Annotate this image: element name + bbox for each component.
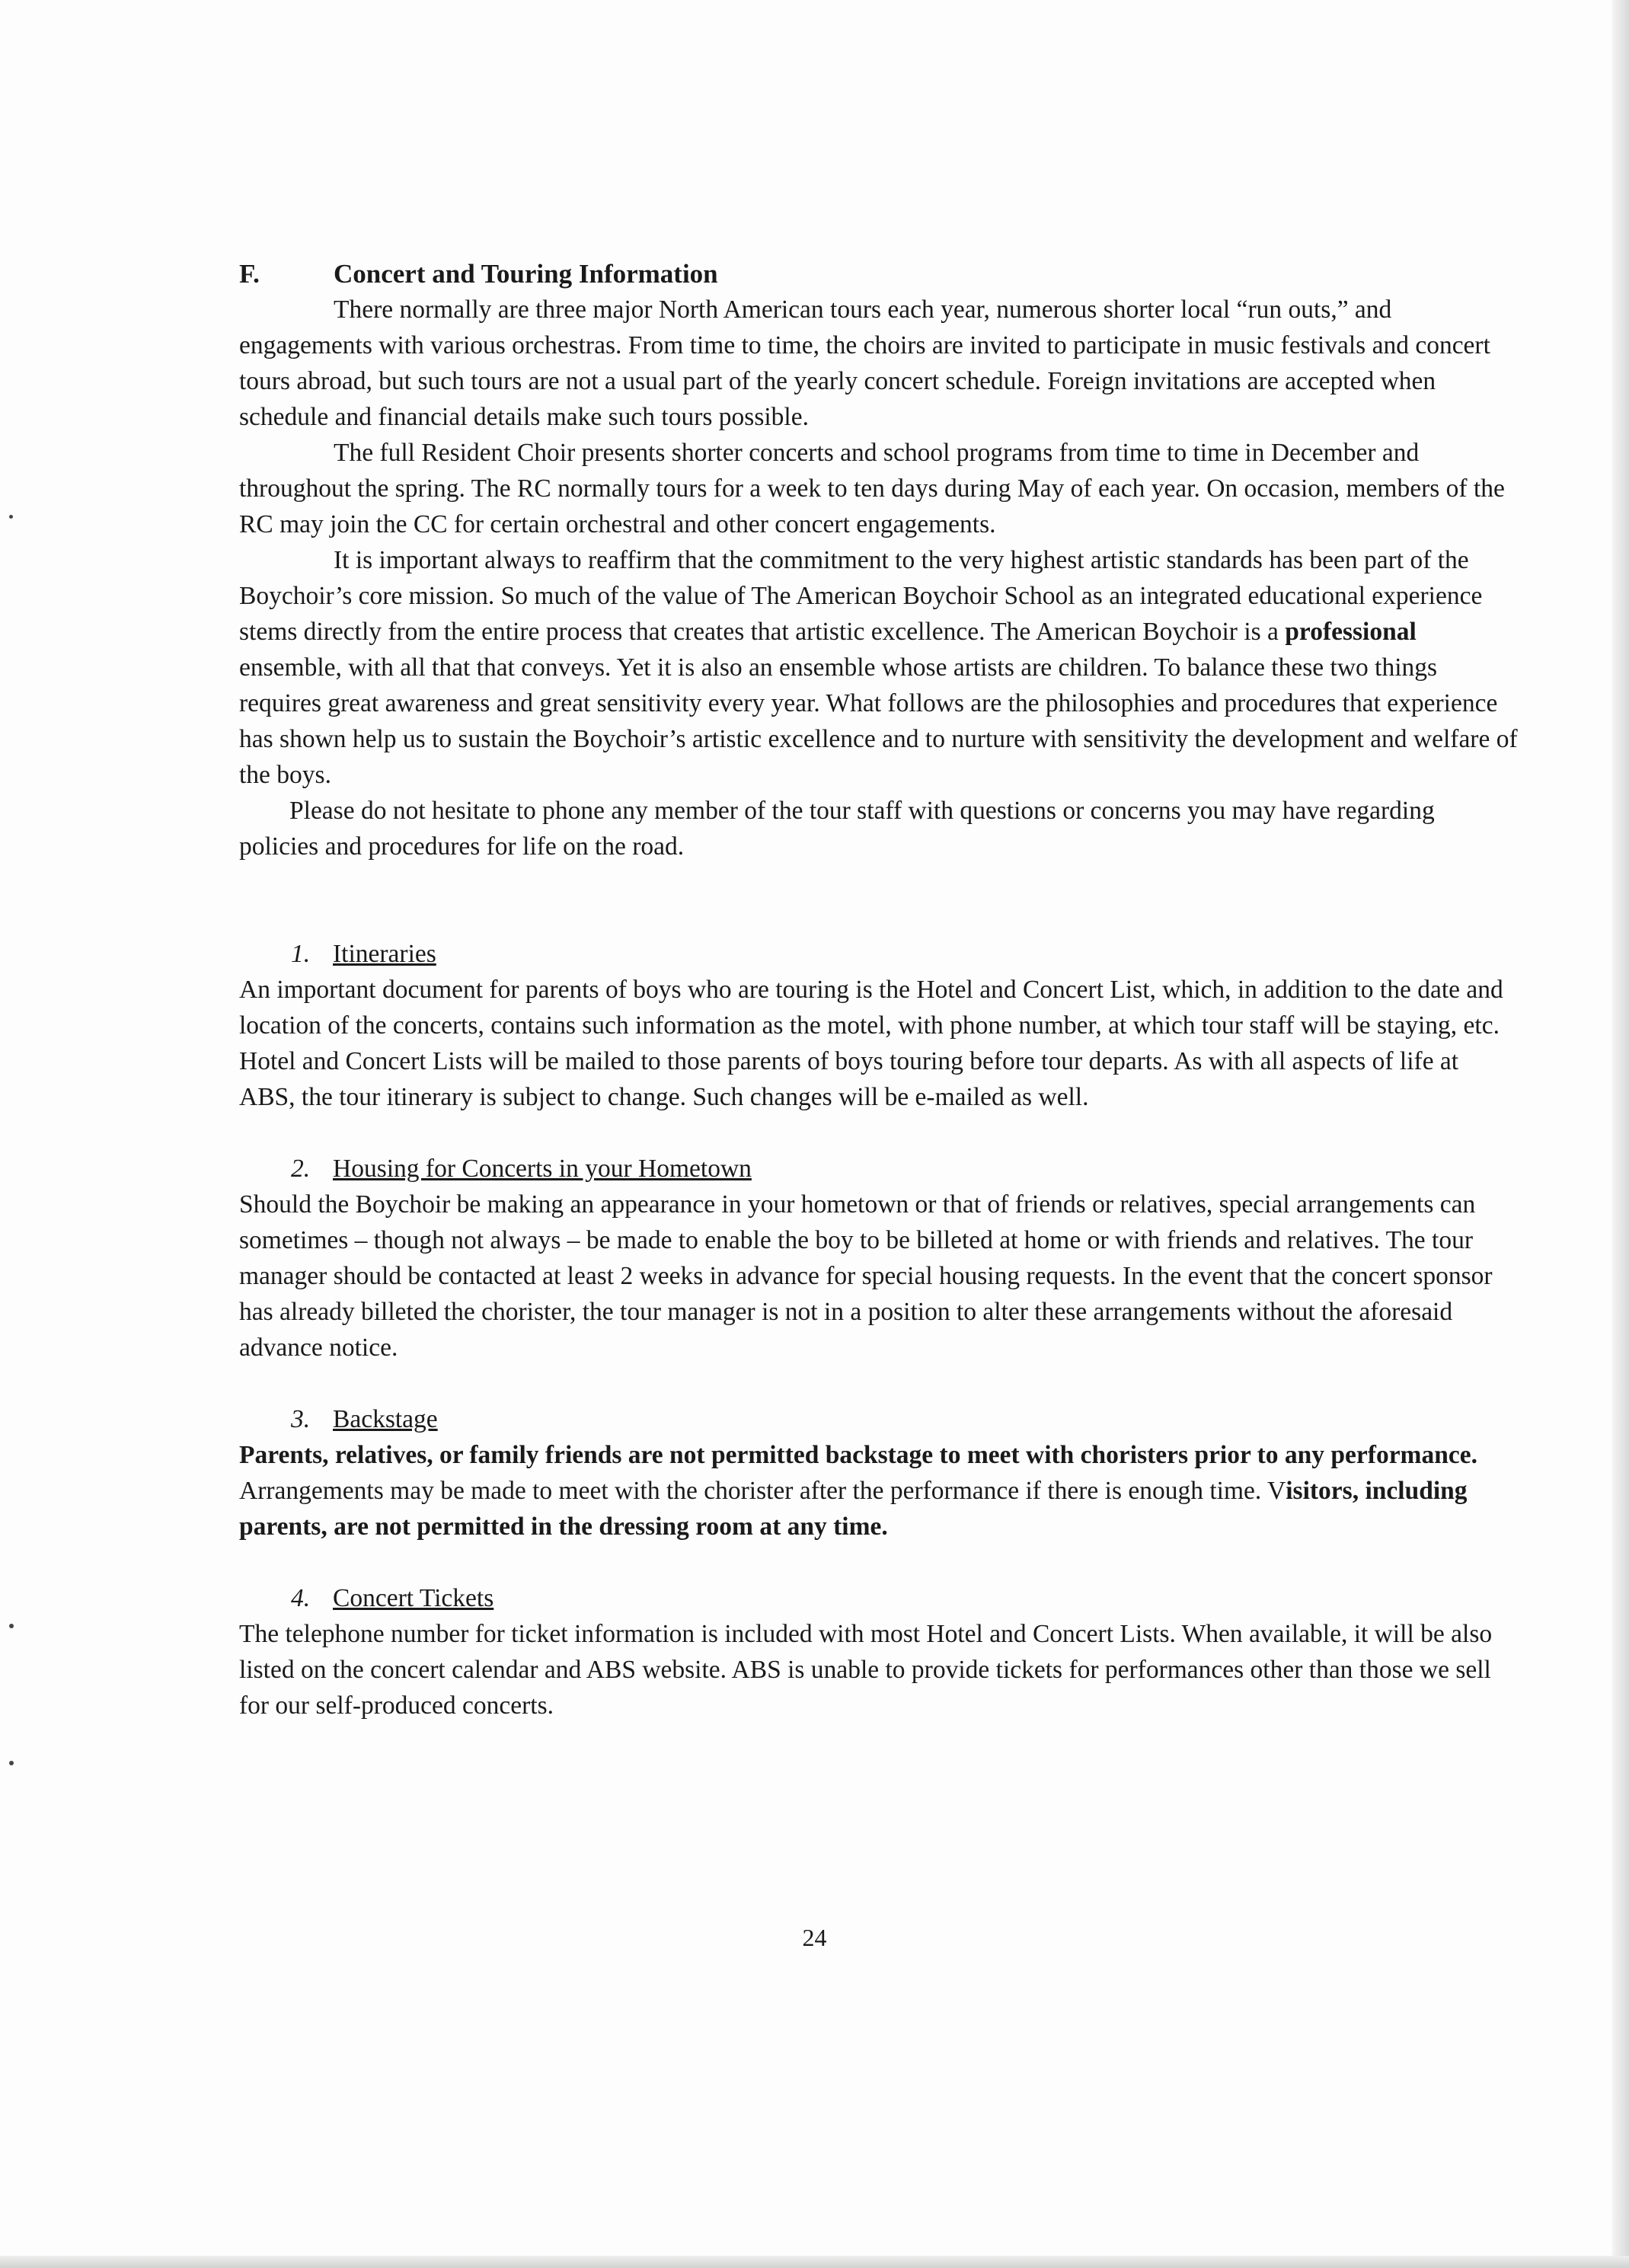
margin-mark — [9, 515, 13, 519]
subsection-heading — [239, 936, 1519, 972]
subsection-title: Housing for Concerts in your Hometown — [333, 1155, 752, 1183]
subsection-heading — [239, 1151, 1519, 1187]
subsection-body: Should the Boychoir be making an appearance in your hometown or that of friends or relatives, special arrangements can sometimes – though not always – be made to enable the boy to be billeted at home or with friends and relatives. The tour manager should be contacted at least 2 weeks in advance for special housing requests. In the event that the concert sponsor has already billeted the chorister, the tour manager is not in a position to alter these arrangements without the aforesaid advance notice. — [239, 1190, 1493, 1362]
margin-mark — [9, 1761, 14, 1765]
paragraph-text: It is important always to reaffirm that the commitment to the very highest artistic standards has been part of the Boychoir’s core mission. So much of the value of The American Boychoir School as an integrated educational experience stems directly from the entire process that creates that artistic excellence. The American Boychoir is a — [239, 546, 1483, 646]
subsection-backstage — [239, 1401, 1519, 1544]
subsection-heading — [239, 1580, 1519, 1616]
backstage-note: Arrangements may be made to meet with the chorister after the performance if there is enough time. V — [239, 1477, 1286, 1505]
section-heading — [239, 256, 1519, 292]
subsection-number: 2. — [291, 1155, 311, 1183]
subsection-body: An important document for parents of boys who are touring is the Hotel and Concert List, which, in addition to the date and location of the concerts, contains such information as the motel, with phone number, at which tour staff will be staying, etc. Hotel and Concert Lists will be mailed to those parents of boys touring before tour departs. As with all aspects of life at ABS, the tour itinerary is subject to change. Such changes will be e-mailed as well. — [239, 976, 1503, 1111]
subsection-title: Concert Tickets — [333, 1584, 494, 1612]
subsection-housing — [239, 1151, 1519, 1366]
subsection-title: Itineraries — [333, 940, 436, 968]
paragraph-tours: There normally are three major North American tours each year, numerous shorter local “run outs,” and engagements with various orchestras. From time to time, the choirs are invited to participate in music festivals and concert tours abroad, but such tours are not a usual part of the yearly concert schedule. Foreign invitations are accepted when schedule and financial details make such tours possible. — [239, 295, 1490, 431]
page-bottom-edge — [0, 2256, 1629, 2268]
subsection-number: 1. — [291, 940, 311, 968]
dressing-room-rule: isitors, including parents, are not permitted in the dressing room at any time. — [239, 1477, 1468, 1541]
paragraph-resident-choir: The full Resident Choir presents shorter concerts and school programs from time to time in December and throughout the spring. The RC normally tours for a week to ten days during May of each year. On occasion, members of the RC may join the CC for certain orchestral and other concert engagements. — [239, 439, 1505, 538]
emphasis-professional: professional — [1285, 618, 1417, 646]
paragraph-text: ensemble, with all that that conveys. Yet it is also an ensemble whose artists are children. To balance these two things requires great awareness and great sensitivity every year. What follows are the philosophies and procedures that experience has shown help us to sustain the Boychoir’s artistic excellence and to nurture with sensitivity the development and welfare of the boys. — [239, 653, 1518, 789]
section-title: Concert and Touring Information — [334, 259, 718, 289]
subsection-body — [239, 1437, 1519, 1544]
subsection-number: 3. — [291, 1405, 311, 1433]
section-letter: F. — [239, 259, 260, 289]
subsection-tickets — [239, 1580, 1519, 1723]
subsection-title: Backstage — [333, 1405, 438, 1433]
page-content — [239, 256, 1519, 1723]
backstage-rule: Parents, relatives, or family friends are not permitted backstage to meet with choristers prior to any performance. — [239, 1441, 1477, 1469]
paragraph-artistic-standards — [239, 542, 1519, 793]
subsection-itineraries — [239, 936, 1519, 1115]
subsection-heading — [239, 1401, 1519, 1437]
subsection-number: 4. — [291, 1584, 311, 1612]
page-number: 24 — [802, 1924, 827, 1951]
paragraph-contact: Please do not hesitate to phone any member of the tour staff with questions or concerns you may have regarding policies and procedures for life on the road. — [239, 797, 1435, 861]
subsection-body: The telephone number for ticket information is included with most Hotel and Concert Lists. When available, it will be also listed on the concert calendar and ABS website. ABS is unable to provide tickets for performances other than those we sell for our self-produced concerts. — [239, 1620, 1493, 1720]
margin-mark — [9, 1624, 14, 1628]
